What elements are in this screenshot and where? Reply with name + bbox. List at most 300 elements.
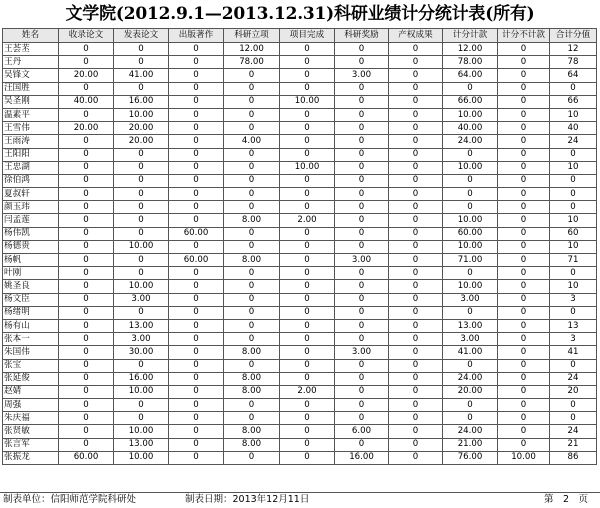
value-cell: 0	[498, 227, 550, 240]
value-cell: 0	[498, 56, 550, 69]
value-cell: 8.00	[224, 254, 280, 267]
table-row	[3, 227, 597, 240]
value-cell: 0	[389, 174, 443, 187]
value-cell: 10.00	[443, 214, 498, 227]
value-cell: 0	[335, 188, 389, 201]
value-cell: 0	[443, 201, 498, 214]
value-cell: 20.00	[443, 385, 498, 398]
value-cell: 0	[443, 267, 498, 280]
value-cell: 0	[224, 333, 280, 346]
value-cell: 24	[550, 425, 597, 438]
value-cell: 0	[59, 319, 114, 332]
value-cell: 0	[443, 82, 498, 95]
value-cell: 86	[550, 451, 597, 464]
value-cell: 0	[550, 412, 597, 425]
name-cell: 温素平	[3, 108, 59, 121]
name-cell: 杨有山	[3, 319, 59, 332]
value-cell: 0	[114, 306, 169, 319]
value-cell: 0	[335, 438, 389, 451]
value-cell: 0	[59, 227, 114, 240]
value-cell: 0	[280, 43, 335, 56]
value-cell: 0	[59, 174, 114, 187]
value-cell: 0	[498, 148, 550, 161]
value-cell: 0	[114, 412, 169, 425]
value-cell: 0	[280, 280, 335, 293]
value-cell: 3.00	[114, 293, 169, 306]
value-cell: 0	[498, 280, 550, 293]
column-header: 收录论文	[59, 29, 114, 43]
value-cell: 0	[114, 188, 169, 201]
value-cell: 0	[59, 438, 114, 451]
name-cell: 姚圣良	[3, 280, 59, 293]
value-cell: 0	[114, 267, 169, 280]
value-cell: 0	[114, 227, 169, 240]
value-cell: 0	[59, 359, 114, 372]
value-cell: 0	[280, 359, 335, 372]
value-cell: 8.00	[224, 385, 280, 398]
value-cell: 0	[280, 451, 335, 464]
value-cell: 71.00	[443, 254, 498, 267]
value-cell: 0	[550, 399, 597, 412]
value-cell: 10.00	[114, 385, 169, 398]
value-cell: 0	[280, 227, 335, 240]
table-row	[3, 319, 597, 332]
value-cell: 0	[389, 385, 443, 398]
value-cell: 0	[169, 214, 224, 227]
value-cell: 0	[169, 438, 224, 451]
value-cell: 0	[335, 293, 389, 306]
value-cell: 0	[169, 56, 224, 69]
value-cell: 30.00	[114, 346, 169, 359]
value-cell: 10.00	[443, 240, 498, 253]
table-row	[3, 451, 597, 464]
value-cell: 41.00	[114, 69, 169, 82]
name-cell: 赵婧	[3, 385, 59, 398]
value-cell: 0	[59, 82, 114, 95]
value-cell: 0	[498, 385, 550, 398]
value-cell: 0	[224, 412, 280, 425]
value-cell: 0	[224, 174, 280, 187]
value-cell: 10.00	[114, 425, 169, 438]
value-cell: 0	[59, 306, 114, 319]
value-cell: 0	[224, 240, 280, 253]
value-cell: 0	[280, 438, 335, 451]
value-cell: 21	[550, 438, 597, 451]
value-cell: 0	[498, 438, 550, 451]
value-cell: 10	[550, 161, 597, 174]
value-cell: 0	[335, 95, 389, 108]
table-row	[3, 95, 597, 108]
value-cell: 0	[114, 161, 169, 174]
value-cell: 0	[59, 372, 114, 385]
name-cell: 王雪伟	[3, 122, 59, 135]
value-cell: 3.00	[443, 293, 498, 306]
value-cell: 2.00	[280, 214, 335, 227]
name-cell: 杨伟凯	[3, 227, 59, 240]
value-cell: 0	[114, 254, 169, 267]
table-body	[3, 43, 597, 465]
value-cell: 12.00	[443, 43, 498, 56]
value-cell: 20.00	[114, 135, 169, 148]
column-header: 合计分值	[550, 29, 597, 43]
value-cell: 0	[169, 188, 224, 201]
value-cell: 0	[389, 280, 443, 293]
table-row	[3, 359, 597, 372]
value-cell: 0	[169, 372, 224, 385]
value-cell: 0	[498, 240, 550, 253]
value-cell: 10	[550, 280, 597, 293]
value-cell: 0	[224, 122, 280, 135]
value-cell: 78	[550, 56, 597, 69]
value-cell: 0	[280, 135, 335, 148]
value-cell: 8.00	[224, 214, 280, 227]
value-cell: 0	[498, 267, 550, 280]
value-cell: 0	[280, 425, 335, 438]
column-header: 出版著作	[169, 29, 224, 43]
value-cell: 0	[59, 333, 114, 346]
value-cell: 0	[498, 69, 550, 82]
value-cell: 0	[498, 135, 550, 148]
value-cell: 0	[114, 174, 169, 187]
value-cell: 13	[550, 319, 597, 332]
value-cell: 0	[169, 201, 224, 214]
value-cell: 0	[335, 306, 389, 319]
column-header: 产权成果	[389, 29, 443, 43]
value-cell: 0	[389, 412, 443, 425]
value-cell: 0	[389, 451, 443, 464]
value-cell: 0	[280, 82, 335, 95]
column-header: 科研立项	[224, 29, 280, 43]
value-cell: 10.00	[114, 451, 169, 464]
name-cell: 杨德贵	[3, 240, 59, 253]
value-cell: 71	[550, 254, 597, 267]
value-cell: 8.00	[224, 372, 280, 385]
value-cell: 0	[224, 293, 280, 306]
value-cell: 20.00	[59, 69, 114, 82]
value-cell: 0	[335, 240, 389, 253]
value-cell: 3.00	[335, 254, 389, 267]
table-row	[3, 122, 597, 135]
value-cell: 3.00	[335, 346, 389, 359]
value-cell: 0	[443, 306, 498, 319]
value-cell: 0	[169, 69, 224, 82]
value-cell: 8.00	[224, 346, 280, 359]
value-cell: 0	[280, 201, 335, 214]
value-cell: 0	[59, 267, 114, 280]
column-header: 姓名	[3, 29, 59, 43]
value-cell: 0	[280, 240, 335, 253]
name-cell: 张本一	[3, 333, 59, 346]
value-cell: 40	[550, 122, 597, 135]
value-cell: 10.00	[114, 108, 169, 121]
value-cell: 10	[550, 240, 597, 253]
value-cell: 21.00	[443, 438, 498, 451]
table-row	[3, 267, 597, 280]
value-cell: 0	[498, 425, 550, 438]
value-cell: 8.00	[224, 438, 280, 451]
value-cell: 0	[280, 319, 335, 332]
value-cell: 10	[550, 214, 597, 227]
value-cell: 0	[335, 82, 389, 95]
value-cell: 0	[389, 254, 443, 267]
table-row	[3, 135, 597, 148]
table-row	[3, 385, 597, 398]
value-cell: 0	[335, 372, 389, 385]
value-cell: 0	[443, 412, 498, 425]
value-cell: 20	[550, 385, 597, 398]
value-cell: 3.00	[443, 333, 498, 346]
value-cell: 0	[335, 122, 389, 135]
value-cell: 0	[498, 43, 550, 56]
name-cell: 吴锋文	[3, 69, 59, 82]
name-cell: 张言军	[3, 438, 59, 451]
value-cell: 0	[389, 161, 443, 174]
name-cell: 张宝	[3, 359, 59, 372]
value-cell: 0	[550, 188, 597, 201]
value-cell: 0	[224, 201, 280, 214]
value-cell: 0	[389, 135, 443, 148]
value-cell: 0	[389, 293, 443, 306]
value-cell: 0	[389, 240, 443, 253]
name-cell: 王忠湖	[3, 161, 59, 174]
value-cell: 60.00	[443, 227, 498, 240]
value-cell: 0	[280, 267, 335, 280]
value-cell: 0	[59, 399, 114, 412]
value-cell: 0	[389, 346, 443, 359]
value-cell: 0	[335, 108, 389, 121]
value-cell: 64	[550, 69, 597, 82]
table-row	[3, 346, 597, 359]
value-cell: 0	[59, 385, 114, 398]
value-cell: 0	[169, 385, 224, 398]
value-cell: 0	[550, 174, 597, 187]
name-cell: 周强	[3, 399, 59, 412]
value-cell: 0	[389, 148, 443, 161]
table-row	[3, 43, 597, 56]
value-cell: 0	[169, 95, 224, 108]
value-cell: 41.00	[443, 346, 498, 359]
column-header: 科研奖励	[335, 29, 389, 43]
name-cell: 王雨涛	[3, 135, 59, 148]
value-cell: 10.00	[443, 161, 498, 174]
value-cell: 0	[169, 359, 224, 372]
value-cell: 3.00	[114, 333, 169, 346]
value-cell: 0	[59, 346, 114, 359]
value-cell: 60.00	[59, 451, 114, 464]
value-cell: 0	[550, 359, 597, 372]
value-cell: 0	[114, 43, 169, 56]
value-cell: 0	[443, 399, 498, 412]
value-cell: 0	[389, 201, 443, 214]
value-cell: 0	[498, 95, 550, 108]
value-cell: 0	[335, 148, 389, 161]
value-cell: 0	[498, 412, 550, 425]
name-cell: 徐伯鸿	[3, 174, 59, 187]
value-cell: 0	[498, 346, 550, 359]
value-cell: 0	[498, 293, 550, 306]
value-cell: 12.00	[224, 43, 280, 56]
value-cell: 0	[59, 43, 114, 56]
report-title: 文学院(2012.9.1—2013.12.31)科研业绩计分统计表(所有)	[65, 4, 535, 24]
value-cell: 0	[443, 148, 498, 161]
value-cell: 8.00	[224, 425, 280, 438]
name-cell: 吴圣刚	[3, 95, 59, 108]
value-cell: 60.00	[169, 227, 224, 240]
value-cell: 0	[389, 56, 443, 69]
value-cell: 16.00	[335, 451, 389, 464]
value-cell: 0	[114, 148, 169, 161]
value-cell: 24	[550, 135, 597, 148]
value-cell: 0	[498, 333, 550, 346]
value-cell: 0	[389, 372, 443, 385]
value-cell: 0	[335, 161, 389, 174]
value-cell: 0	[169, 267, 224, 280]
value-cell: 0	[114, 214, 169, 227]
value-cell: 0	[169, 82, 224, 95]
value-cell: 0	[169, 399, 224, 412]
value-cell: 0	[280, 148, 335, 161]
value-cell: 40.00	[443, 122, 498, 135]
value-cell: 12	[550, 43, 597, 56]
value-cell: 0	[224, 451, 280, 464]
value-cell: 0	[169, 148, 224, 161]
value-cell: 0	[224, 359, 280, 372]
value-cell: 76.00	[443, 451, 498, 464]
value-cell: 0	[498, 319, 550, 332]
value-cell: 0	[389, 425, 443, 438]
value-cell: 10.00	[280, 161, 335, 174]
table-row	[3, 174, 597, 187]
value-cell: 0	[498, 201, 550, 214]
value-cell: 0	[498, 82, 550, 95]
name-cell: 张延俊	[3, 372, 59, 385]
value-cell: 0	[389, 399, 443, 412]
name-cell: 朱国伟	[3, 346, 59, 359]
value-cell: 0	[389, 122, 443, 135]
value-cell: 0	[498, 214, 550, 227]
value-cell: 78.00	[443, 56, 498, 69]
value-cell: 0	[224, 108, 280, 121]
value-cell: 0	[280, 69, 335, 82]
value-cell: 0	[169, 43, 224, 56]
value-cell: 0	[280, 188, 335, 201]
value-cell: 0	[335, 43, 389, 56]
name-cell: 张振龙	[3, 451, 59, 464]
value-cell: 0	[224, 161, 280, 174]
value-cell: 0	[443, 359, 498, 372]
value-cell: 0	[224, 280, 280, 293]
value-cell: 10.00	[280, 95, 335, 108]
value-cell: 0	[59, 214, 114, 227]
value-cell: 0	[280, 56, 335, 69]
value-cell: 24.00	[443, 135, 498, 148]
value-cell: 0	[550, 267, 597, 280]
value-cell: 66	[550, 95, 597, 108]
value-cell: 20.00	[114, 122, 169, 135]
footer-page-number: 第 2 页	[543, 494, 588, 505]
value-cell: 0	[498, 254, 550, 267]
score-table	[2, 28, 597, 465]
value-cell: 0	[169, 122, 224, 135]
table-row	[3, 306, 597, 319]
value-cell: 0	[59, 108, 114, 121]
name-cell: 叶刚	[3, 267, 59, 280]
value-cell: 0	[389, 188, 443, 201]
table-row	[3, 293, 597, 306]
value-cell: 24.00	[443, 372, 498, 385]
value-cell: 0	[550, 148, 597, 161]
value-cell: 16.00	[114, 95, 169, 108]
table-row	[3, 425, 597, 438]
value-cell: 0	[224, 267, 280, 280]
value-cell: 10.00	[114, 240, 169, 253]
column-header: 发表论文	[114, 29, 169, 43]
name-cell: 杨绪明	[3, 306, 59, 319]
value-cell: 16.00	[114, 372, 169, 385]
value-cell: 0	[224, 69, 280, 82]
name-cell: 王丹	[3, 56, 59, 69]
value-cell: 0	[498, 122, 550, 135]
value-cell: 0	[389, 438, 443, 451]
value-cell: 0	[169, 161, 224, 174]
footer-unit: 制表单位：信阳师范学院科研处	[3, 494, 137, 505]
value-cell: 0	[335, 56, 389, 69]
value-cell: 0	[280, 412, 335, 425]
value-cell: 2.00	[280, 385, 335, 398]
value-cell: 0	[389, 319, 443, 332]
value-cell: 10.00	[498, 451, 550, 464]
value-cell: 0	[169, 135, 224, 148]
value-cell: 13.00	[114, 438, 169, 451]
value-cell: 0	[335, 385, 389, 398]
value-cell: 0	[224, 188, 280, 201]
value-cell: 20.00	[59, 122, 114, 135]
value-cell: 0	[224, 82, 280, 95]
value-cell: 0	[169, 425, 224, 438]
column-header: 项目完成	[280, 29, 335, 43]
value-cell: 6.00	[335, 425, 389, 438]
value-cell: 0	[335, 333, 389, 346]
name-cell: 王荟苤	[3, 43, 59, 56]
value-cell: 0	[550, 82, 597, 95]
value-cell: 0	[224, 95, 280, 108]
value-cell: 0	[59, 425, 114, 438]
value-cell: 13.00	[443, 319, 498, 332]
value-cell: 4.00	[224, 135, 280, 148]
value-cell: 0	[59, 161, 114, 174]
table-row	[3, 280, 597, 293]
table-row	[3, 148, 597, 161]
value-cell: 0	[169, 306, 224, 319]
value-cell: 0	[224, 148, 280, 161]
value-cell: 0	[335, 135, 389, 148]
value-cell: 0	[498, 372, 550, 385]
table-row	[3, 108, 597, 121]
table-row	[3, 201, 597, 214]
value-cell: 13.00	[114, 319, 169, 332]
value-cell: 0	[224, 227, 280, 240]
value-cell: 0	[335, 214, 389, 227]
value-cell: 0	[335, 280, 389, 293]
value-cell: 0	[114, 56, 169, 69]
value-cell: 0	[498, 188, 550, 201]
value-cell: 0	[280, 174, 335, 187]
value-cell: 0	[169, 174, 224, 187]
value-cell: 0	[114, 399, 169, 412]
value-cell: 3	[550, 293, 597, 306]
name-cell: 颜玉玮	[3, 201, 59, 214]
name-cell: 王阳阳	[3, 148, 59, 161]
